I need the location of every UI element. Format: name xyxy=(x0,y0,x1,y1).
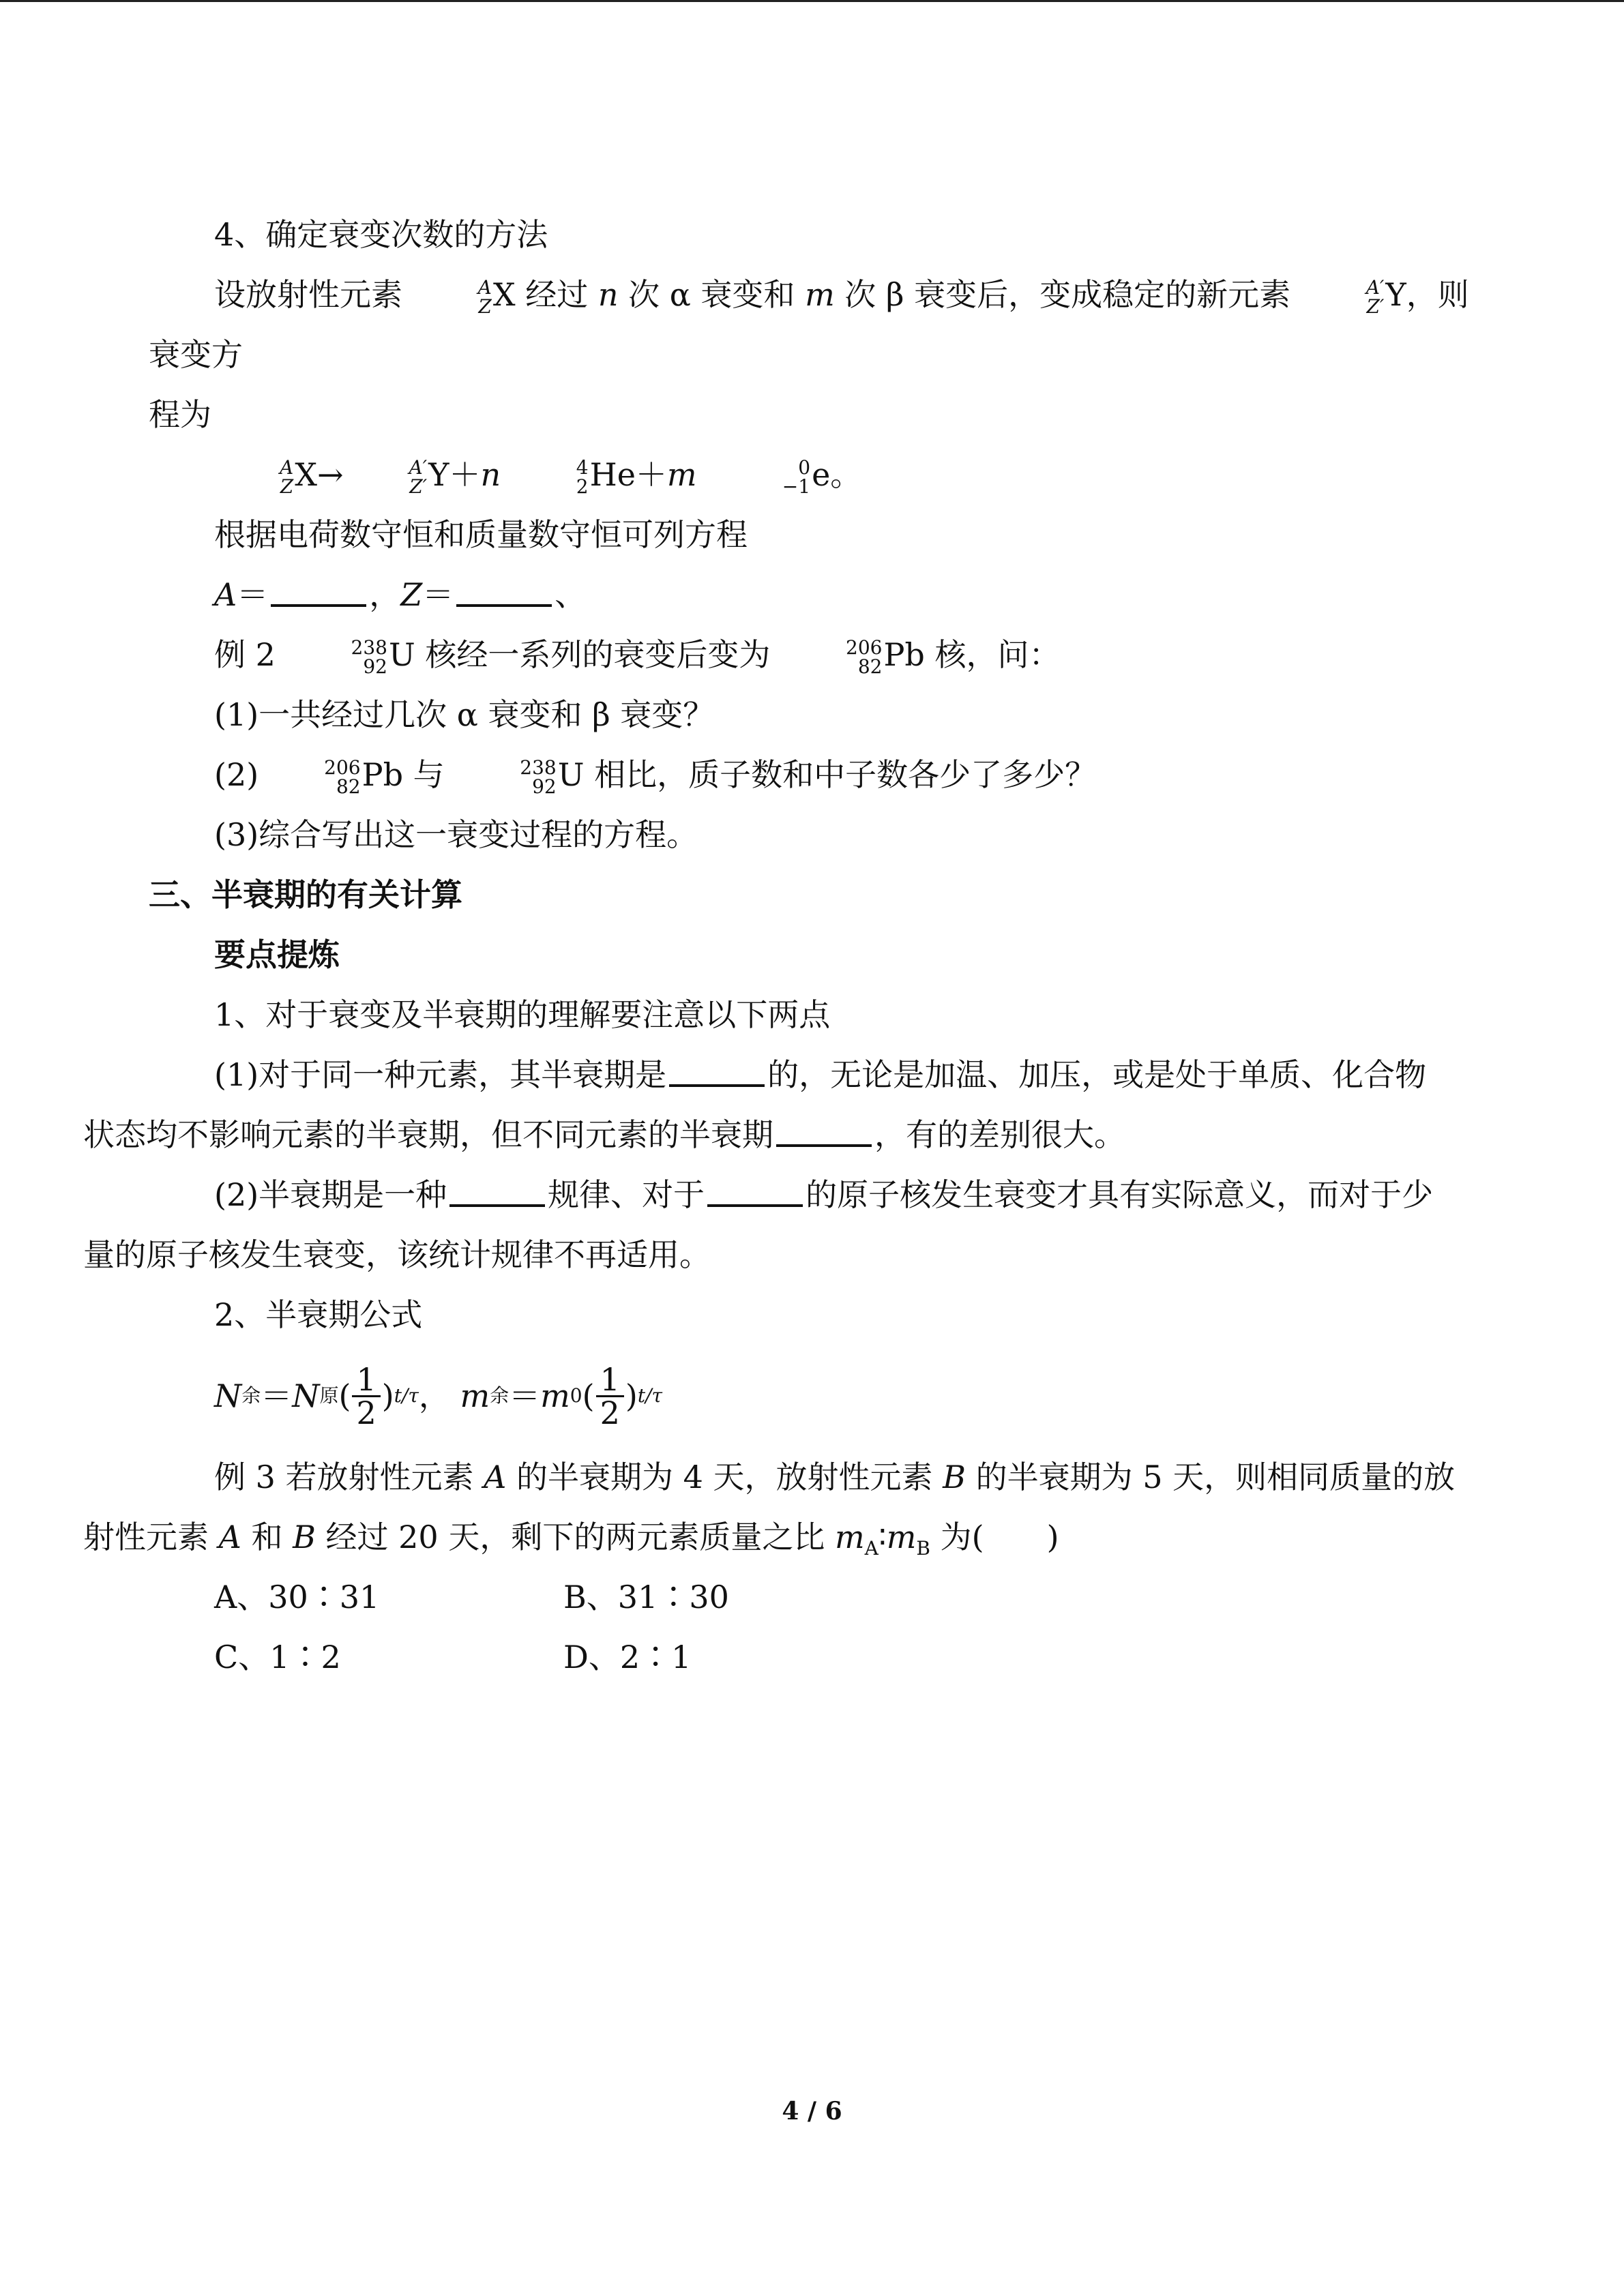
section-4-paragraph: 设放射性元素 A Z X 经过 n 次 α 衰变和 m 次 β 衰变后，变成稳定的新元素 A′ Z′ Y，则衰变方 程为 xyxy=(149,276,1469,433)
highlight-1-point-2: (2)半衰期是一种 规律、对于 的原子核发生衰变才具有实际意义，而对于少 量的原子核发生衰变，该统计规律不再适用。 xyxy=(83,1176,1434,1273)
choice-b[interactable]: B、31∶30 xyxy=(563,1579,729,1615)
example-2-part-1: (1)一共经过几次 α 衰变和 β 衰变？ xyxy=(214,696,715,733)
fraction-one-half: $\frac{1}{2}$ xyxy=(596,1364,624,1429)
section-3-heading: 三、半衰期的有关计算 xyxy=(149,876,462,913)
conservation-intro: 根据电荷数守恒和质量数守恒可列方程 xyxy=(214,516,748,553)
page-number: 4 / 6 xyxy=(782,2097,842,2126)
example-2-part-3: (3)综合写出这一衰变过程的方程。 xyxy=(214,816,698,853)
answer-blank[interactable] xyxy=(776,1117,872,1147)
choice-c[interactable]: C、1∶2 xyxy=(214,1639,341,1675)
document-page xyxy=(83,205,1479,1687)
choice-a[interactable]: A、30∶31 xyxy=(214,1579,380,1615)
section-4-title: 4、确定衰变次数的方法 xyxy=(214,216,548,253)
highlight-1-title: 1、对于衰变及半衰期的理解要注意以下两点 xyxy=(214,996,831,1033)
top-border xyxy=(0,0,1624,2)
highlight-1-point-1: (1)对于同一种元素，其半衰期是 的，无论是加温、加压，或是处于单质、化合物 状态均不影响元素的半衰期，但不同元素的半衰期 ，有的差别很大。 xyxy=(83,1056,1427,1153)
example-3-question: 例 3 若放射性元素 A 的半衰期为 4 天，放射性元素 B 的半衰期为 5 天，则相同质量的放 射性元素 A 和 B 经过 20 天，剩下的两元素质量之比 $m_A∶m_B$ 为( ) xyxy=(83,1459,1456,1560)
example-2-part-2: (2) 206 82 Pb 与 238 92 U 相比，质子数和中子数各少了多少？ xyxy=(214,756,1097,798)
fraction-one-half: $\frac{1}{2}$ xyxy=(352,1364,380,1429)
half-life-formula: N 余 ＝ N 原 ( $\frac{1}{2}$ ) t/τ ， m 余 ＝ m 0 ( $\frac{1}{2}$ ) t/τ xyxy=(214,1360,662,1431)
highlight-2-title: 2、半衰期公式 xyxy=(214,1296,423,1333)
decay-equation: A Z X→ A′ Z′ Y＋n 4 2 He＋m 0 −1 e。 xyxy=(280,456,862,498)
answer-blank[interactable] xyxy=(456,577,552,607)
choice-d[interactable]: D、2∶1 xyxy=(563,1639,692,1675)
answer-blank[interactable] xyxy=(271,577,366,607)
answer-blank[interactable] xyxy=(669,1057,765,1087)
answer-blank[interactable] xyxy=(449,1177,545,1207)
conservation-equations: A＝ ，Z＝ 、 xyxy=(214,576,587,613)
isotope-y-indices: A′ Z′ xyxy=(1365,276,1385,318)
example-3-choices xyxy=(149,1567,1479,1687)
isotope-x-indices: A Z xyxy=(477,276,492,318)
answer-blank[interactable] xyxy=(707,1177,803,1207)
key-points-heading: 要点提炼 xyxy=(214,936,340,973)
example-2-question: 例 2 238 92 U 核经一系列的衰变后变为 206 82 Pb 核，问： xyxy=(214,636,1061,678)
